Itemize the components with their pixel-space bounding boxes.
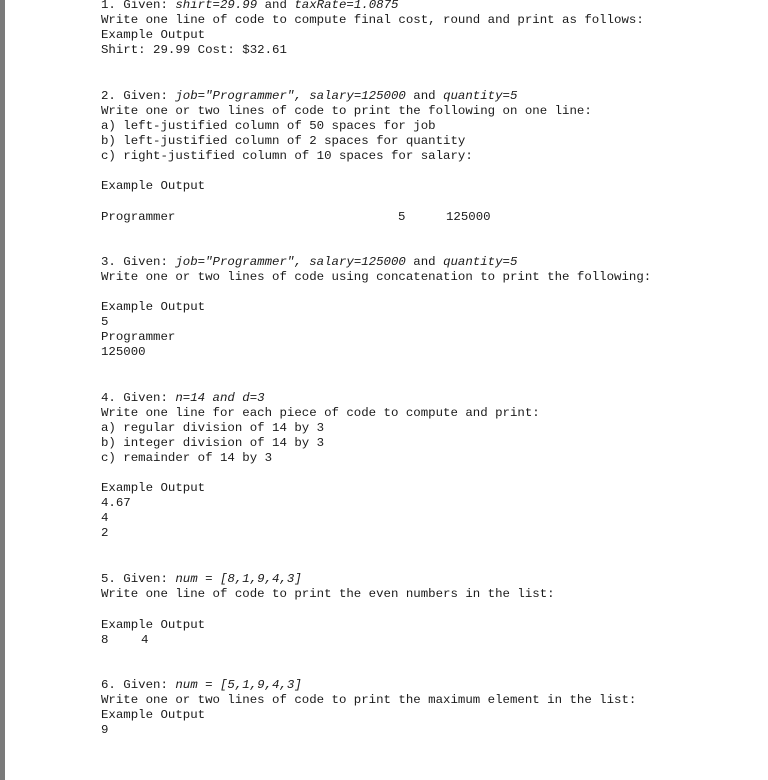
q1-example-label: Example Output	[101, 28, 206, 42]
q2-given: 2. Given: job="Programmer", salary=125000 and quantity=5	[101, 89, 518, 103]
q2-item: c) right-justified column of 10 spaces for salary:	[101, 149, 473, 163]
q2-example-label: Example Output	[101, 179, 206, 193]
q3-output-line: 125000	[101, 345, 146, 359]
q6-example-label: Example Output	[101, 708, 206, 722]
q2-instruction: Write one or two lines of code to print the following on one line:	[101, 104, 592, 118]
q3-output-line: Programmer	[101, 330, 176, 344]
q2-item: a) left-justified column of 50 spaces for job	[101, 119, 436, 133]
q4-output-line: 2	[101, 526, 109, 540]
q1-instruction: Write one line of code to compute final cost, round and print as follows:	[101, 13, 644, 27]
q5-output-value: 8	[101, 633, 109, 647]
q3-instruction: Write one or two lines of code using concatenation to print the following:	[101, 270, 652, 284]
left-margin-rule	[0, 0, 5, 780]
q1-given: 1. Given: shirt=29.99 and taxRate=1.0875	[101, 0, 399, 12]
q2-output-salary: 125000	[446, 210, 491, 224]
q4-instruction: Write one line for each piece of code to compute and print:	[101, 406, 540, 420]
q6-instruction: Write one or two lines of code to print the maximum element in the list:	[101, 693, 637, 707]
q4-item: c) remainder of 14 by 3	[101, 451, 273, 465]
q4-example-label: Example Output	[101, 481, 206, 495]
q3-output-line: 5	[101, 315, 109, 329]
q5-instruction: Write one line of code to print the even numbers in the list:	[101, 587, 555, 601]
q5-example-label: Example Output	[101, 618, 206, 632]
q2-output-quantity: 5	[398, 210, 406, 224]
q6-given: 6. Given: num = [5,1,9,4,3]	[101, 678, 302, 692]
q3-example-label: Example Output	[101, 300, 206, 314]
q4-item: a) regular division of 14 by 3	[101, 421, 325, 435]
q6-output: 9	[101, 723, 109, 737]
q1-output: Shirt: 29.99 Cost: $32.61	[101, 43, 287, 57]
q4-output-line: 4	[101, 511, 109, 525]
q2-item: b) left-justified column of 2 spaces for quantity	[101, 134, 466, 148]
q2-output-job: Programmer	[101, 210, 176, 224]
q5-output-value: 4	[141, 633, 149, 647]
q3-given: 3. Given: job="Programmer", salary=125000 and quantity=5	[101, 255, 518, 269]
q4-given: 4. Given: n=14 and d=3	[101, 391, 265, 405]
q4-output-line: 4.67	[101, 496, 131, 510]
q4-item: b) integer division of 14 by 3	[101, 436, 325, 450]
q5-given: 5. Given: num = [8,1,9,4,3]	[101, 572, 302, 586]
